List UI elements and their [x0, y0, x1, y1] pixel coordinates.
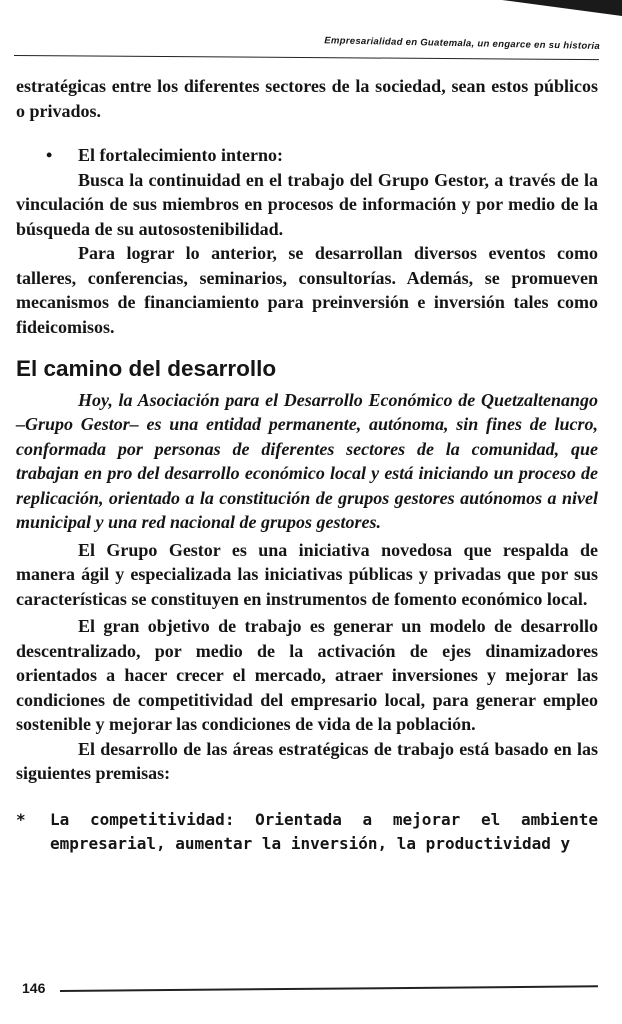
paragraph-fortalecimiento: Busca la continuidad en el trabajo del Grupo Gestor, a través de la vinculación de sus miembros en procesos de información y por medio de la búsqueda de su autosostenibilidad.	[16, 169, 598, 239]
paragraph-objetivo: El gran objetivo de trabajo es generar un modelo de desarrollo descentralizado, por medio de la activación de ejes dinamizadores orientados a hacer crecer el mercado, atraer inversiones y mejorar las condiciones de competitividad del empresario local, para generar empleo sostenible y mejorar las condiciones de vida de la población.	[16, 616, 598, 734]
bullet-title: El fortalecimiento interno:	[78, 145, 283, 165]
paragraph-lograr: Para lograr lo anterior, se desarrollan diversos eventos como talleres, conferencias, seminarios, consultorías. Además, se promueven mecanismos de financiamiento para preinversión e inversión tales como fideicomisos.	[16, 243, 598, 337]
page-edge-shadow	[502, 0, 622, 16]
paragraph-grupo-gestor: El Grupo Gestor es una iniciativa novedosa que respalda de manera ágil y especializada las iniciativas públicas y privadas que por sus características se constituyen en instrumentos de fomento económico local.	[16, 539, 598, 609]
section-heading: El camino del desarrollo	[16, 356, 277, 381]
bullet-heading	[16, 143, 598, 168]
premise-text: La competitividad: Orientada a mejorar el ambiente empresarial, aumentar la inversión, la productividad y	[50, 809, 598, 853]
bullet-icon: •	[46, 145, 53, 165]
paragraph-hoy: Hoy, la Asociación para el Desarrollo Económico de Quetzaltenango –Grupo Gestor– es una entidad permanente, autónoma, sin fines de lucro, conformada por personas de diferentes sectores de la comunidad, que trabajan en pro del desarrollo económico local y está iniciando un proceso de replicación, orientado a la constitución de grupos gestores autónomos a nivel municipal y una red nacional de grupos gestores.	[16, 389, 598, 532]
header-rule	[14, 55, 599, 60]
asterisk-icon: *	[16, 809, 26, 829]
spacer	[16, 123, 598, 143]
paragraph-intro: estratégicas entre los diferentes sectores de la sociedad, sean estos públicos o privados.	[16, 76, 598, 121]
page-body	[16, 74, 598, 856]
running-header: Empresarialidad en Guatemala, un engarce en su historia	[324, 35, 601, 52]
paragraph-areas: El desarrollo de las áreas estratégicas de trabajo está basado en las siguientes premisas:	[16, 738, 598, 783]
page-number: 146	[22, 980, 46, 996]
premise-list-item	[16, 808, 598, 856]
footer-rule	[60, 985, 598, 992]
